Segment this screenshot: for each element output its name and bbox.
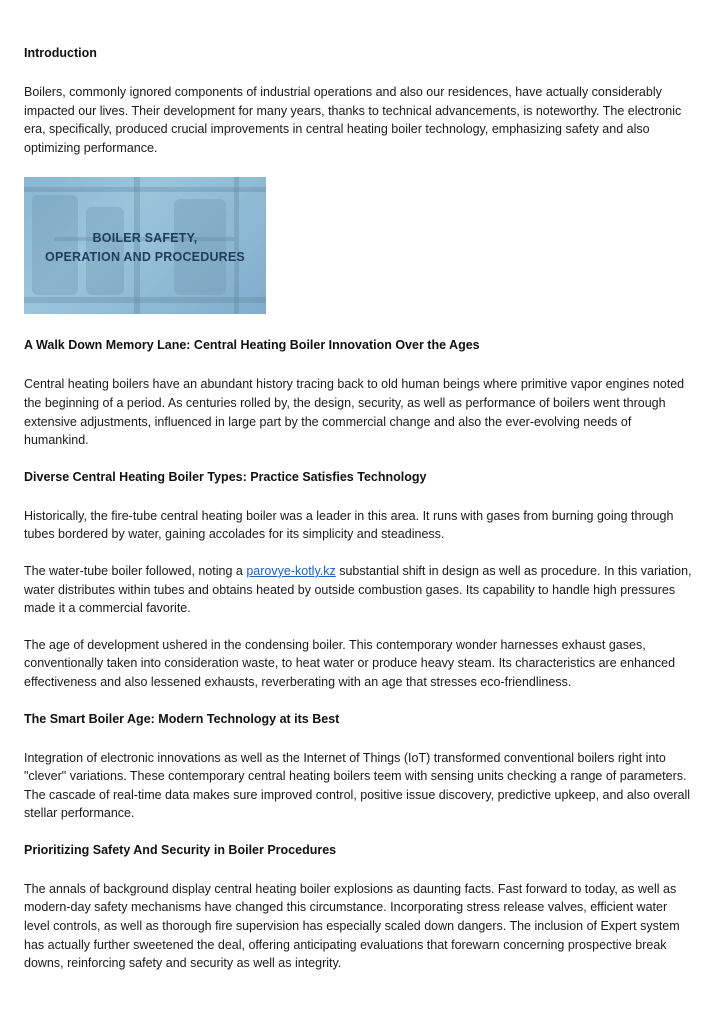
image-caption-line-1: BOILER SAFETY,: [92, 231, 198, 246]
intro-heading: Introduction: [24, 46, 97, 60]
smart-boiler-paragraph: Integration of electronic innovations as well as the Internet of Things (IoT) transformed conventional boilers right into "clever" variations. These contemporary central heating boilers teem with sensing units checking a range of parameters. The cascade of real-time data makes sure improved control, positive issue discovery, predictive upkeep, and also overall stellar performance.: [24, 750, 691, 821]
boiler-safety-image: [24, 177, 266, 314]
image-caption-line-2: OPERATION AND PROCEDURES: [45, 250, 245, 265]
smart-boiler-heading: The Smart Boiler Age: Modern Technology at its Best: [24, 711, 340, 726]
condensing-boiler-paragraph: The age of development ushered in the condensing boiler. This contemporary wonder harnesses exhaust gases, conventionally taken into consideration waste, to heat water or produce heavy steam. Its characteristics are enhanced effectiveness and also lessened exhausts, reverberating with an age that stresses eco-friendliness.: [24, 637, 676, 689]
document-body: [24, 44, 696, 973]
memory-lane-heading: A Walk Down Memory Lane: Central Heating Boiler Innovation Over the Ages: [24, 338, 480, 353]
intro-paragraph: Boilers, commonly ignored components of industrial operations and also our residences, have actually considerably impacted our lives. Their development for many years, thanks to technical advancements, is noteworthy. The electronic era, specifically, produced crucial improvements in central heating boiler technology, emphasizing safety and also optimizing performance.: [24, 85, 682, 155]
image-caption: [24, 229, 266, 267]
boiler-types-heading: Diverse Central Heating Boiler Types: Practice Satisfies Technology: [24, 469, 427, 484]
memory-lane-paragraph: Central heating boilers have an abundant history tracing back to old human beings where primitive vapor engines noted the beginning of a period. As centuries rolled by, the design, security, as well as performance of boilers went through extensive adjustments, influenced in large part by the commercial change and also the ever-evolving needs of humankind.: [24, 377, 685, 448]
parovye-kotly-link[interactable]: parovye-kotly.kz: [246, 563, 336, 578]
water-tube-paragraph: [24, 562, 696, 618]
water-tube-text-before: The water-tube boiler followed, noting a: [24, 563, 247, 578]
safety-paragraph: The annals of background display central heating boiler explosions as daunting facts. Fast forward to today, as well as modern-day safety mechanisms have changed this circumstance. Incorporating stress release valves, efficient water level controls, as well as thorough fire supervision has especially scaled down dangers. The inclusion of Expert system has actually further sweetened the deal, offering anticipating evaluations that forewarn concerning prospective break downs, reinforcing safety and security as well as integrity.: [24, 881, 680, 971]
fire-tube-paragraph: Historically, the fire-tube central heating boiler was a leader in this area. It runs with gases from burning going through tubes bordered by water, gaining accolades for its simplicity and steadiness.: [24, 508, 674, 542]
safety-heading: Prioritizing Safety And Security in Boiler Procedures: [24, 842, 337, 857]
water-tube-text-after: substantial shift in design as well as procedure. In this variation, water distributes within tubes and obtains heated by outside combustion gases. Its capability to handle high pressures made it a commercial favorite.: [24, 563, 692, 616]
